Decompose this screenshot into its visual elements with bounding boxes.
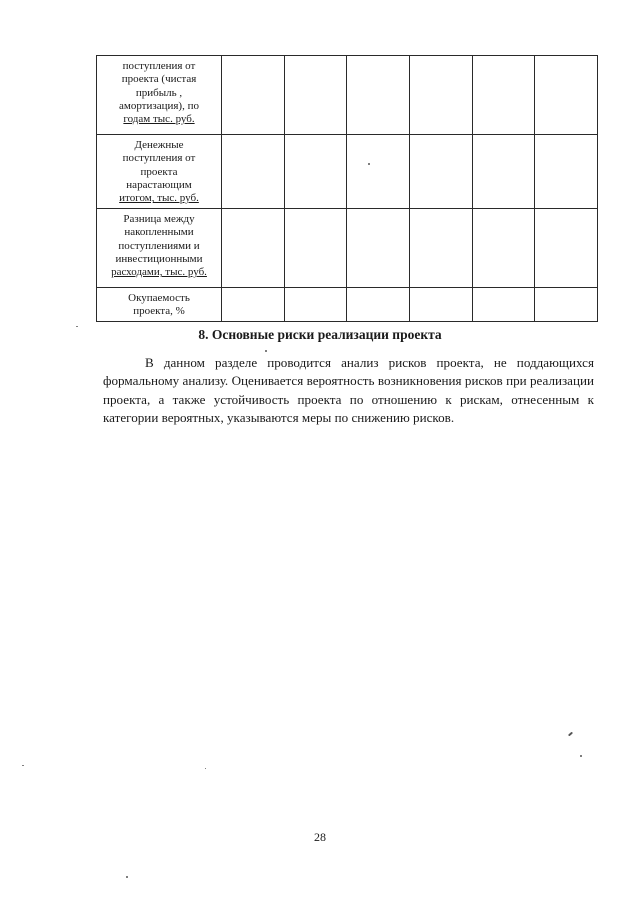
row-label-line: Окупаемость (128, 292, 190, 304)
value-cell (347, 56, 410, 135)
row-label-line: расходами, тыс. руб. (111, 266, 207, 279)
value-cell (472, 56, 535, 135)
row-label-line: проекта, % (133, 305, 185, 318)
financial-table (96, 55, 598, 322)
value-cell (535, 56, 598, 135)
row-label-cell (97, 135, 222, 209)
row-label-line: нарастающим (126, 178, 192, 191)
row-label-cell (97, 209, 222, 288)
value-cell (284, 135, 347, 209)
value-cell (409, 135, 472, 209)
row-label-line: поступления от (122, 60, 196, 72)
value-cell (222, 56, 285, 135)
scan-speck (205, 768, 206, 769)
value-cell (284, 209, 347, 288)
row-label-line: поступлениями и (118, 239, 200, 252)
row-label-line: проекта (140, 165, 178, 178)
scan-speck (76, 326, 78, 327)
value-cell (472, 288, 535, 322)
value-cell (347, 288, 410, 322)
scan-speck (580, 755, 582, 757)
row-label-line: проекта (чистая (121, 73, 197, 86)
table-row (97, 288, 598, 322)
row-label-line: амортизация), по (118, 99, 199, 112)
row-label-line: итогом, тыс. руб. (119, 192, 199, 205)
page-number: 28 (314, 830, 326, 844)
row-label-line: поступления от (122, 152, 196, 165)
row-label-cell (97, 288, 222, 322)
section-paragraph: В данном разделе проводится анализ рисков проекта, не поддающихся формальному анализу. Оценивается вероятность возникновения рисков при реализации проекта, а также устойчивость проекта по отношению к рискам, отнесенным к категории вероятных, указываются меры по снижению рисков. (103, 355, 594, 425)
value-cell (347, 135, 410, 209)
value-cell (284, 56, 347, 135)
row-label-line: инвестиционными (115, 252, 203, 265)
scan-speck (126, 876, 128, 878)
scan-speck (22, 765, 24, 766)
value-cell (284, 288, 347, 322)
value-cell (222, 135, 285, 209)
value-cell (409, 209, 472, 288)
value-cell (222, 288, 285, 322)
row-label-line: накопленными (124, 226, 194, 239)
scan-speck (368, 163, 370, 165)
scan-speck (265, 350, 267, 352)
row-label-line: Разница между (123, 213, 195, 225)
row-label-line: годам тыс. руб. (123, 113, 195, 126)
scan-speck (568, 732, 573, 737)
row-label-cell (97, 56, 222, 135)
value-cell (347, 209, 410, 288)
value-cell (535, 209, 598, 288)
value-cell (409, 288, 472, 322)
row-label-line: Денежные (134, 139, 184, 151)
value-cell (472, 135, 535, 209)
section-heading: 8. Основные риски реализации проекта (198, 327, 442, 342)
value-cell (535, 288, 598, 322)
row-label-line: прибыль , (135, 86, 183, 99)
value-cell (409, 56, 472, 135)
value-cell (472, 209, 535, 288)
value-cell (535, 135, 598, 209)
table-row (97, 135, 598, 209)
table-row (97, 209, 598, 288)
value-cell (222, 209, 285, 288)
table-row (97, 56, 598, 135)
